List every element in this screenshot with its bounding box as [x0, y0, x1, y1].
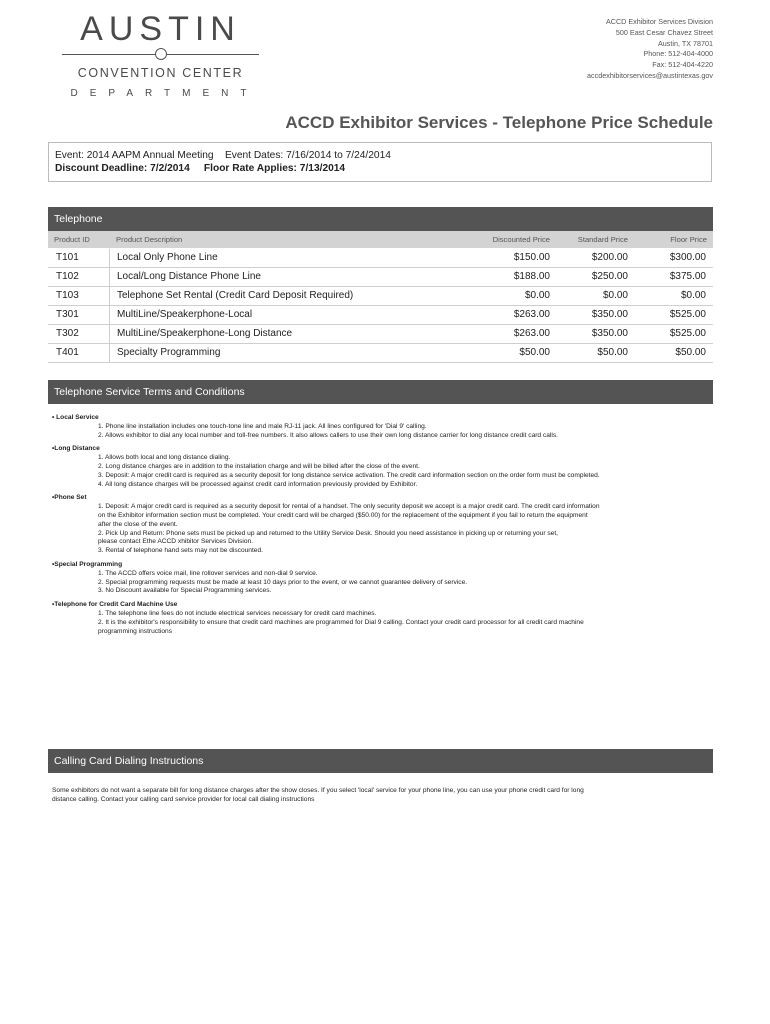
standard-price: $250.00	[591, 271, 628, 282]
contact-phone: Phone: 512-404-4000	[643, 49, 713, 59]
product-id: T401	[56, 347, 79, 358]
contact-fax: Fax: 512-404-4220	[652, 60, 713, 70]
product-description: Local Only Phone Line	[117, 252, 218, 263]
discounted-price: $0.00	[524, 290, 550, 301]
contact-division: ACCD Exhibitor Services Division	[605, 17, 713, 26]
contact-city: Austin, TX 78701	[657, 38, 713, 48]
terms-item: 3. Rental of telephone hand sets may not be discounted.	[98, 547, 263, 555]
logo-divider	[62, 48, 259, 60]
col-floor-price: Floor Price	[670, 235, 707, 244]
calling-card-text-line: Some exhibitors do not want a separate bill for long distance charges after the show closes. If you select 'local' service for your phone line, you can use your phone credit card for long	[52, 787, 584, 794]
terms-item: programming instructions	[98, 627, 173, 635]
event-label: Event:	[55, 150, 84, 161]
terms-heading: •Phone Set	[52, 494, 87, 502]
table-row	[48, 268, 713, 287]
logo-department: DEPARTMENT	[70, 88, 259, 99]
terms-item: 3. No Discount available for Special Programming services.	[98, 587, 272, 595]
product-id: T302	[56, 328, 79, 339]
discount-deadline-value: 7/2/2014	[150, 163, 190, 174]
terms-item: please contact Ethe ACCD xhibitor Services Division.	[98, 538, 254, 546]
floor-rate-value: 7/13/2014	[299, 163, 346, 174]
terms-group-phone-set	[52, 494, 692, 556]
terms-list	[52, 414, 692, 641]
terms-item: 1. Deposit: A major credit card is required as a security deposit for rental of a handset. The only security deposit we accept is a major credit card. The credit card information	[98, 503, 600, 511]
floor-price: $300.00	[669, 252, 706, 263]
product-description: Local/Long Distance Phone Line	[117, 271, 261, 282]
contact-email[interactable]: accdexhibitorservices@austintexas.gov	[587, 70, 713, 80]
discounted-price: $263.00	[513, 309, 550, 320]
terms-group-long-distance	[52, 445, 692, 489]
floor-price: $525.00	[669, 328, 706, 339]
austin-convention-center-logo	[58, 12, 263, 112]
page-title: ACCD Exhibitor Services - Telephone Price Schedule	[285, 113, 713, 132]
table-row	[48, 325, 713, 344]
product-description: MultiLine/Speakerphone-Local	[117, 309, 253, 320]
discount-deadline-label: Discount Deadline:	[55, 163, 148, 174]
event-dates-label: Event Dates:	[224, 150, 284, 161]
discounted-price: $50.00	[519, 347, 550, 358]
discounted-price: $188.00	[513, 271, 550, 282]
contact-block	[587, 17, 713, 82]
event-info-box	[48, 142, 712, 182]
standard-price: $200.00	[591, 252, 628, 263]
calling-card-text-line: distance calling. Contact your calling card service provider for local call dialing instructions	[52, 795, 315, 803]
terms-heading: •Special Programming	[52, 560, 123, 568]
table-row	[48, 344, 713, 363]
terms-item: 2. Long distance charges are in addition to the installation charge and will be billed after the close of the event.	[98, 462, 420, 470]
price-table	[48, 249, 713, 363]
standard-price: $0.00	[602, 290, 628, 301]
terms-group-special-programming	[52, 561, 692, 596]
discounted-price: $150.00	[513, 252, 550, 263]
floor-price: $525.00	[669, 309, 706, 320]
col-product-description: Product Description	[116, 235, 183, 244]
terms-heading: • Local Service	[52, 414, 99, 421]
product-id: T101	[56, 252, 79, 263]
logo-convention-center: CONVENTION CENTER	[77, 66, 244, 80]
table-row	[48, 287, 713, 306]
calling-card-section-header: Calling Card Dialing Instructions	[48, 749, 713, 773]
floor-rate-label: Floor Rate Applies:	[203, 163, 297, 174]
terms-item: 3. Deposit: A major credit card is required as a security deposit for long distance service activation. The credit card information section on the order form must be completed.	[98, 471, 600, 479]
logo-austin: AUSTIN	[80, 10, 241, 48]
floor-price: $50.00	[675, 347, 706, 358]
product-description: Specialty Programming	[117, 347, 221, 358]
discounted-price: $263.00	[513, 328, 550, 339]
terms-group-credit-card-machine	[52, 601, 692, 636]
terms-item: 1. Allows both local and long distance dialing.	[98, 454, 231, 462]
col-product-id: Product ID	[54, 235, 90, 244]
table-row	[48, 306, 713, 325]
terms-item: 1. The ACCD offers voice mail, line rollover services and non-dial 9 service.	[98, 569, 318, 577]
price-table-header	[48, 231, 713, 248]
table-row	[48, 249, 713, 268]
terms-item: 2. Allows exhibitor to dial any local number and toll-free numbers. It also allows callers to use their own long distance carrier for long distance credit card calls.	[98, 431, 558, 439]
product-id: T102	[56, 271, 79, 282]
terms-heading: •Long Distance	[52, 445, 100, 453]
product-id: T103	[56, 290, 79, 301]
standard-price: $350.00	[591, 309, 628, 320]
terms-item: 1. The telephone line fees do not include electrical services necessary for credit card machines.	[98, 609, 377, 617]
terms-group-local-service	[52, 414, 692, 440]
col-discounted-price: Discounted Price	[492, 235, 550, 244]
standard-price: $50.00	[597, 347, 628, 358]
product-id: T301	[56, 309, 79, 320]
terms-item: 2. Pick Up and Return: Phone sets must be picked up and returned to the Utility Service Desk. Should you need assistance in picking up or returning your set,	[98, 529, 558, 537]
terms-item: on the Exhibitor information section must be completed. Your credit card will be charged ($50.00) for the replacement of the equipment if you fail to return the equipment	[98, 511, 588, 519]
event-value: 2014 AAPM Annual Meeting	[86, 150, 214, 161]
terms-item: after the close of the event.	[98, 520, 178, 528]
floor-price: $0.00	[680, 290, 706, 301]
product-description: MultiLine/Speakerphone-Long Distance	[117, 328, 293, 339]
col-standard-price: Standard Price	[577, 235, 628, 244]
telephone-section-header: Telephone	[48, 207, 713, 231]
terms-item: 1. Phone line installation includes one touch-tone line and male RJ-11 jack. All lines configured for 'Dial 9' calling.	[98, 422, 427, 430]
product-description: Telephone Set Rental (Credit Card Deposit Required)	[117, 290, 354, 301]
contact-street: 500 East Cesar Chavez Street	[615, 27, 713, 37]
terms-item: 2. It is the exhibitor's responsibility to ensure that credit card machines are programmed for Dial 9 calling. Contact your credit card processor for all credit card machine	[98, 618, 584, 626]
terms-item: 2. Special programming requests must be made at least 10 days prior to the event, or we cannot guarantee delivery of service.	[98, 578, 468, 586]
floor-price: $375.00	[669, 271, 706, 282]
event-dates-value: 7/16/2014 to 7/24/2014	[286, 150, 391, 161]
calling-card-instructions	[52, 787, 692, 805]
terms-item: 4. All long distance charges will be processed against credit card information previously provided by Exhibitor.	[98, 480, 418, 488]
terms-heading: •Telephone for Credit Card Machine Use	[52, 601, 178, 609]
standard-price: $350.00	[591, 328, 628, 339]
terms-section-header: Telephone Service Terms and Conditions	[48, 380, 713, 404]
